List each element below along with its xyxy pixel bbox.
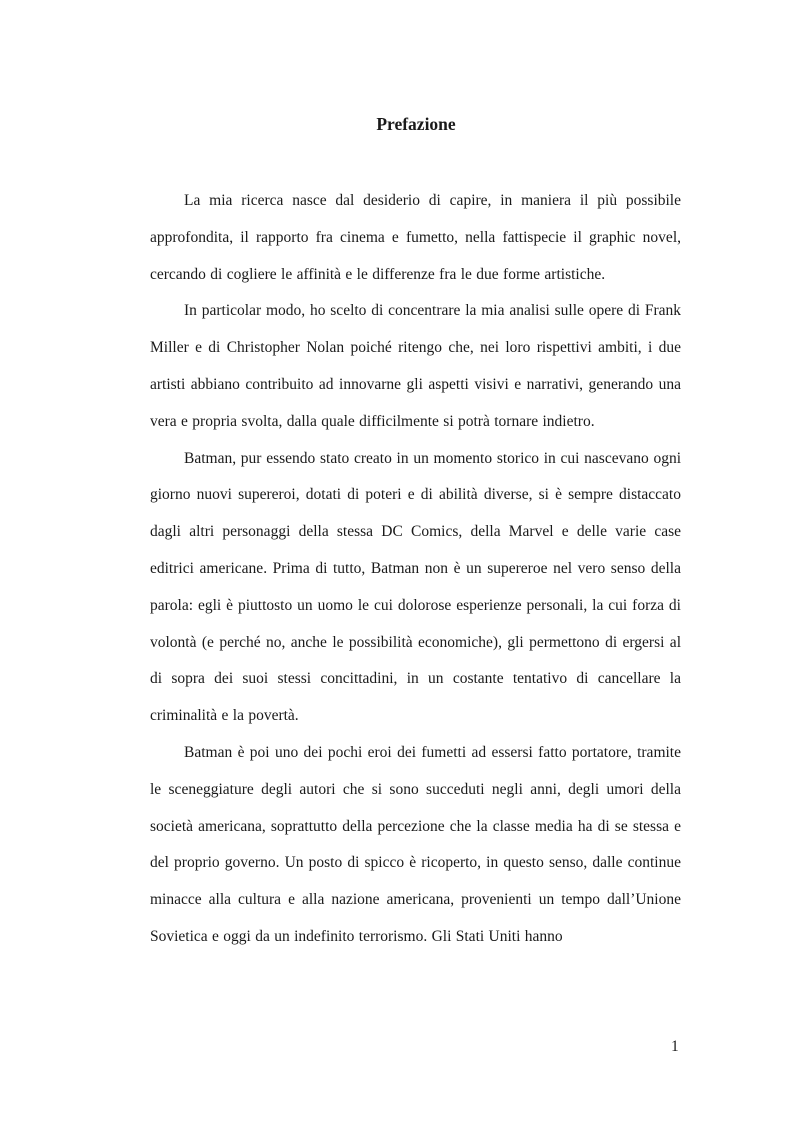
paragraph: Batman, pur essendo stato creato in un momento storico in cui nascevano ogni giorno nuovi supereroi, dotati di poteri e di abilità diverse, si è sempre distaccato dagli altri personaggi della stessa DC Comics, della Marvel e delle varie case editrici americane. Prima di tutto, Batman non è un supereroe nel vero senso della parola: egli è piuttosto un uomo le cui dolorose esperienze personali, la cui forza di volontà (e perché no, anche le possibilità economiche), gli permettono di ergersi al di sopra dei suoi stessi concittadini, in un costante tentativo di cancellare la criminalità e la povertà. (150, 449, 681, 725)
paragraph: La mia ricerca nasce dal desiderio di capire, in maniera il più possibile approfondita, il rapporto fra cinema e fumetto, nella fattispecie il graphic novel, cercando di cogliere le affinità e le differenze fra le due forme artistiche. (150, 192, 681, 283)
paragraph: In particolar modo, ho scelto di concentrare la mia analisi sulle opere di Frank Miller e di Christopher Nolan poiché ritengo che, nei loro rispettivi ambiti, i due artisti abbiano contribuito ad innovarne gli aspetti visivi e narrativi, generando una vera e propria svolta, dalla quale difficilmente si potrà tornare indietro. (150, 302, 681, 430)
paragraph: Batman è poi uno dei pochi eroi dei fumetti ad essersi fatto portatore, tramite le sceneggiature degli autori che si sono succeduti negli anni, degli umori della società americana, soprattutto della percezione che la classe media ha di se stessa e del proprio governo. Un posto di spicco è ricoperto, in questo senso, dalle continue minacce alla cultura e alla nazione americana, provenienti un tempo dall’Unione Sovietica e oggi da un indefinito terrorismo. Gli Stati Uniti hanno (150, 743, 681, 945)
page-title: Prefazione (376, 114, 456, 134)
document-body (150, 183, 681, 956)
page-number: 1 (671, 1038, 679, 1055)
